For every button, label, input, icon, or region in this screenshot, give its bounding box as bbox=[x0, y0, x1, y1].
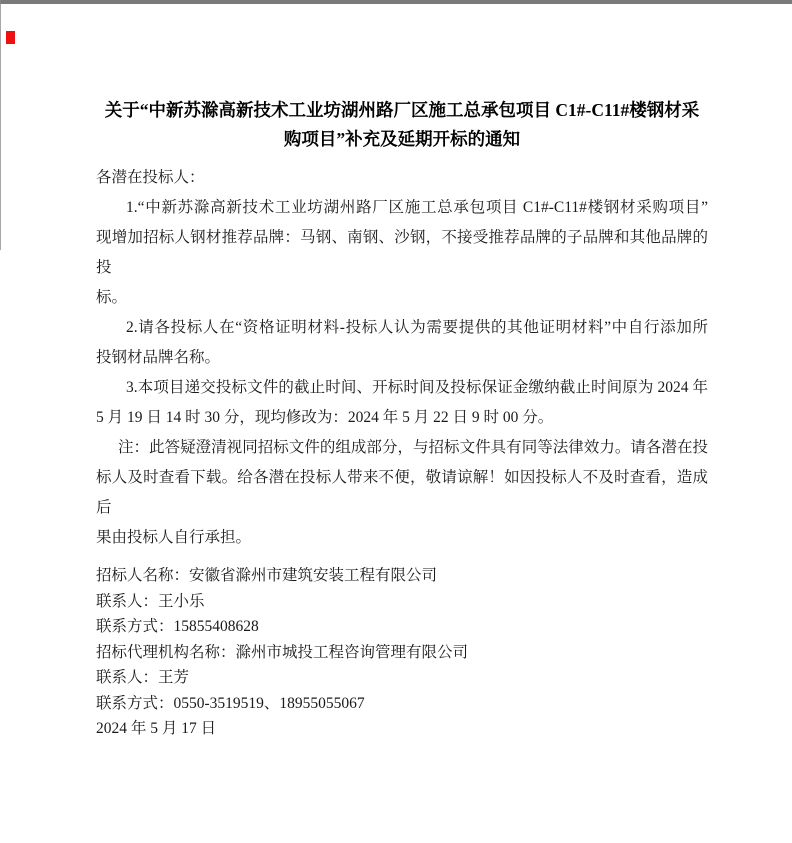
agency-name-line: 招标代理机构名称：滁州市城投工程咨询管理有限公司 bbox=[96, 643, 469, 661]
document-title bbox=[96, 96, 708, 154]
agency-contact-person-line: 联系人：王芳 bbox=[96, 669, 190, 686]
document-title-line-1: 关于“中新苏滁高新技术工业坊湖州路厂区施工总承包项目 C1#-C11#楼钢材采 bbox=[104, 100, 700, 120]
notice-item-3-line-2: 5 月 19 日 14 时 30 分，现均修改为：2024 年 5 月 22 日 9 时 00 分。 bbox=[96, 409, 554, 426]
red-cursor-marker bbox=[6, 31, 15, 44]
notice-item-2-line-1: 2.请各投标人在“资格证明材料-投标人认为需要提供的其他证明材料”中自行添加所 bbox=[126, 319, 708, 336]
notice-item-1-line-2: 现增加招标人钢材推荐品牌：马钢、南钢、沙钢，不接受推荐品牌的子品牌和其他品牌的投 bbox=[96, 229, 708, 276]
document-content bbox=[96, 96, 708, 742]
notice-item-3-line-1: 3.本项目递交投标文件的截止时间、开标时间及投标保证金缴纳截止时间原为 2024 年 bbox=[126, 379, 708, 396]
notice-item-2-line-2: 投钢材品牌名称。 bbox=[96, 349, 221, 366]
tenderer-contact-person-line: 联系人：王小乐 bbox=[96, 592, 205, 610]
salutation-line: 各潜在投标人： bbox=[96, 169, 205, 186]
note-paragraph-line-3: 果由投标人自行承担。 bbox=[96, 529, 252, 546]
notice-item-1-line-1: 1.“中新苏滁高新技术工业坊湖州路厂区施工总承包项目 C1#-C11#楼钢材采购项目” bbox=[126, 199, 708, 216]
notice-body bbox=[96, 163, 708, 553]
notice-date-line: 2024 年 5 月 17 日 bbox=[96, 720, 217, 737]
agency-contact-number-line: 联系方式：0550-3519519、18955055067 bbox=[96, 694, 365, 712]
document-title-line-2: 购项目”补充及延期开标的通知 bbox=[283, 129, 521, 149]
contact-block bbox=[96, 563, 708, 742]
page-left-edge-line bbox=[0, 0, 1, 250]
tenderer-name-line: 招标人名称：安徽省滁州市建筑安装工程有限公司 bbox=[96, 567, 438, 584]
note-paragraph-line-1: 注：此答疑澄清视同招标文件的组成部分，与招标文件具有同等法律效力。请各潜在投 bbox=[118, 439, 708, 456]
tenderer-contact-number-line: 联系方式：15855408628 bbox=[96, 618, 259, 635]
notice-item-1-line-3: 标。 bbox=[96, 289, 128, 306]
note-paragraph-line-2: 标人及时查看下载。给各潜在投标人带来不便，敬请谅解！如因投标人不及时查看，造成后 bbox=[96, 469, 708, 516]
window-top-edge-bar bbox=[0, 0, 792, 4]
